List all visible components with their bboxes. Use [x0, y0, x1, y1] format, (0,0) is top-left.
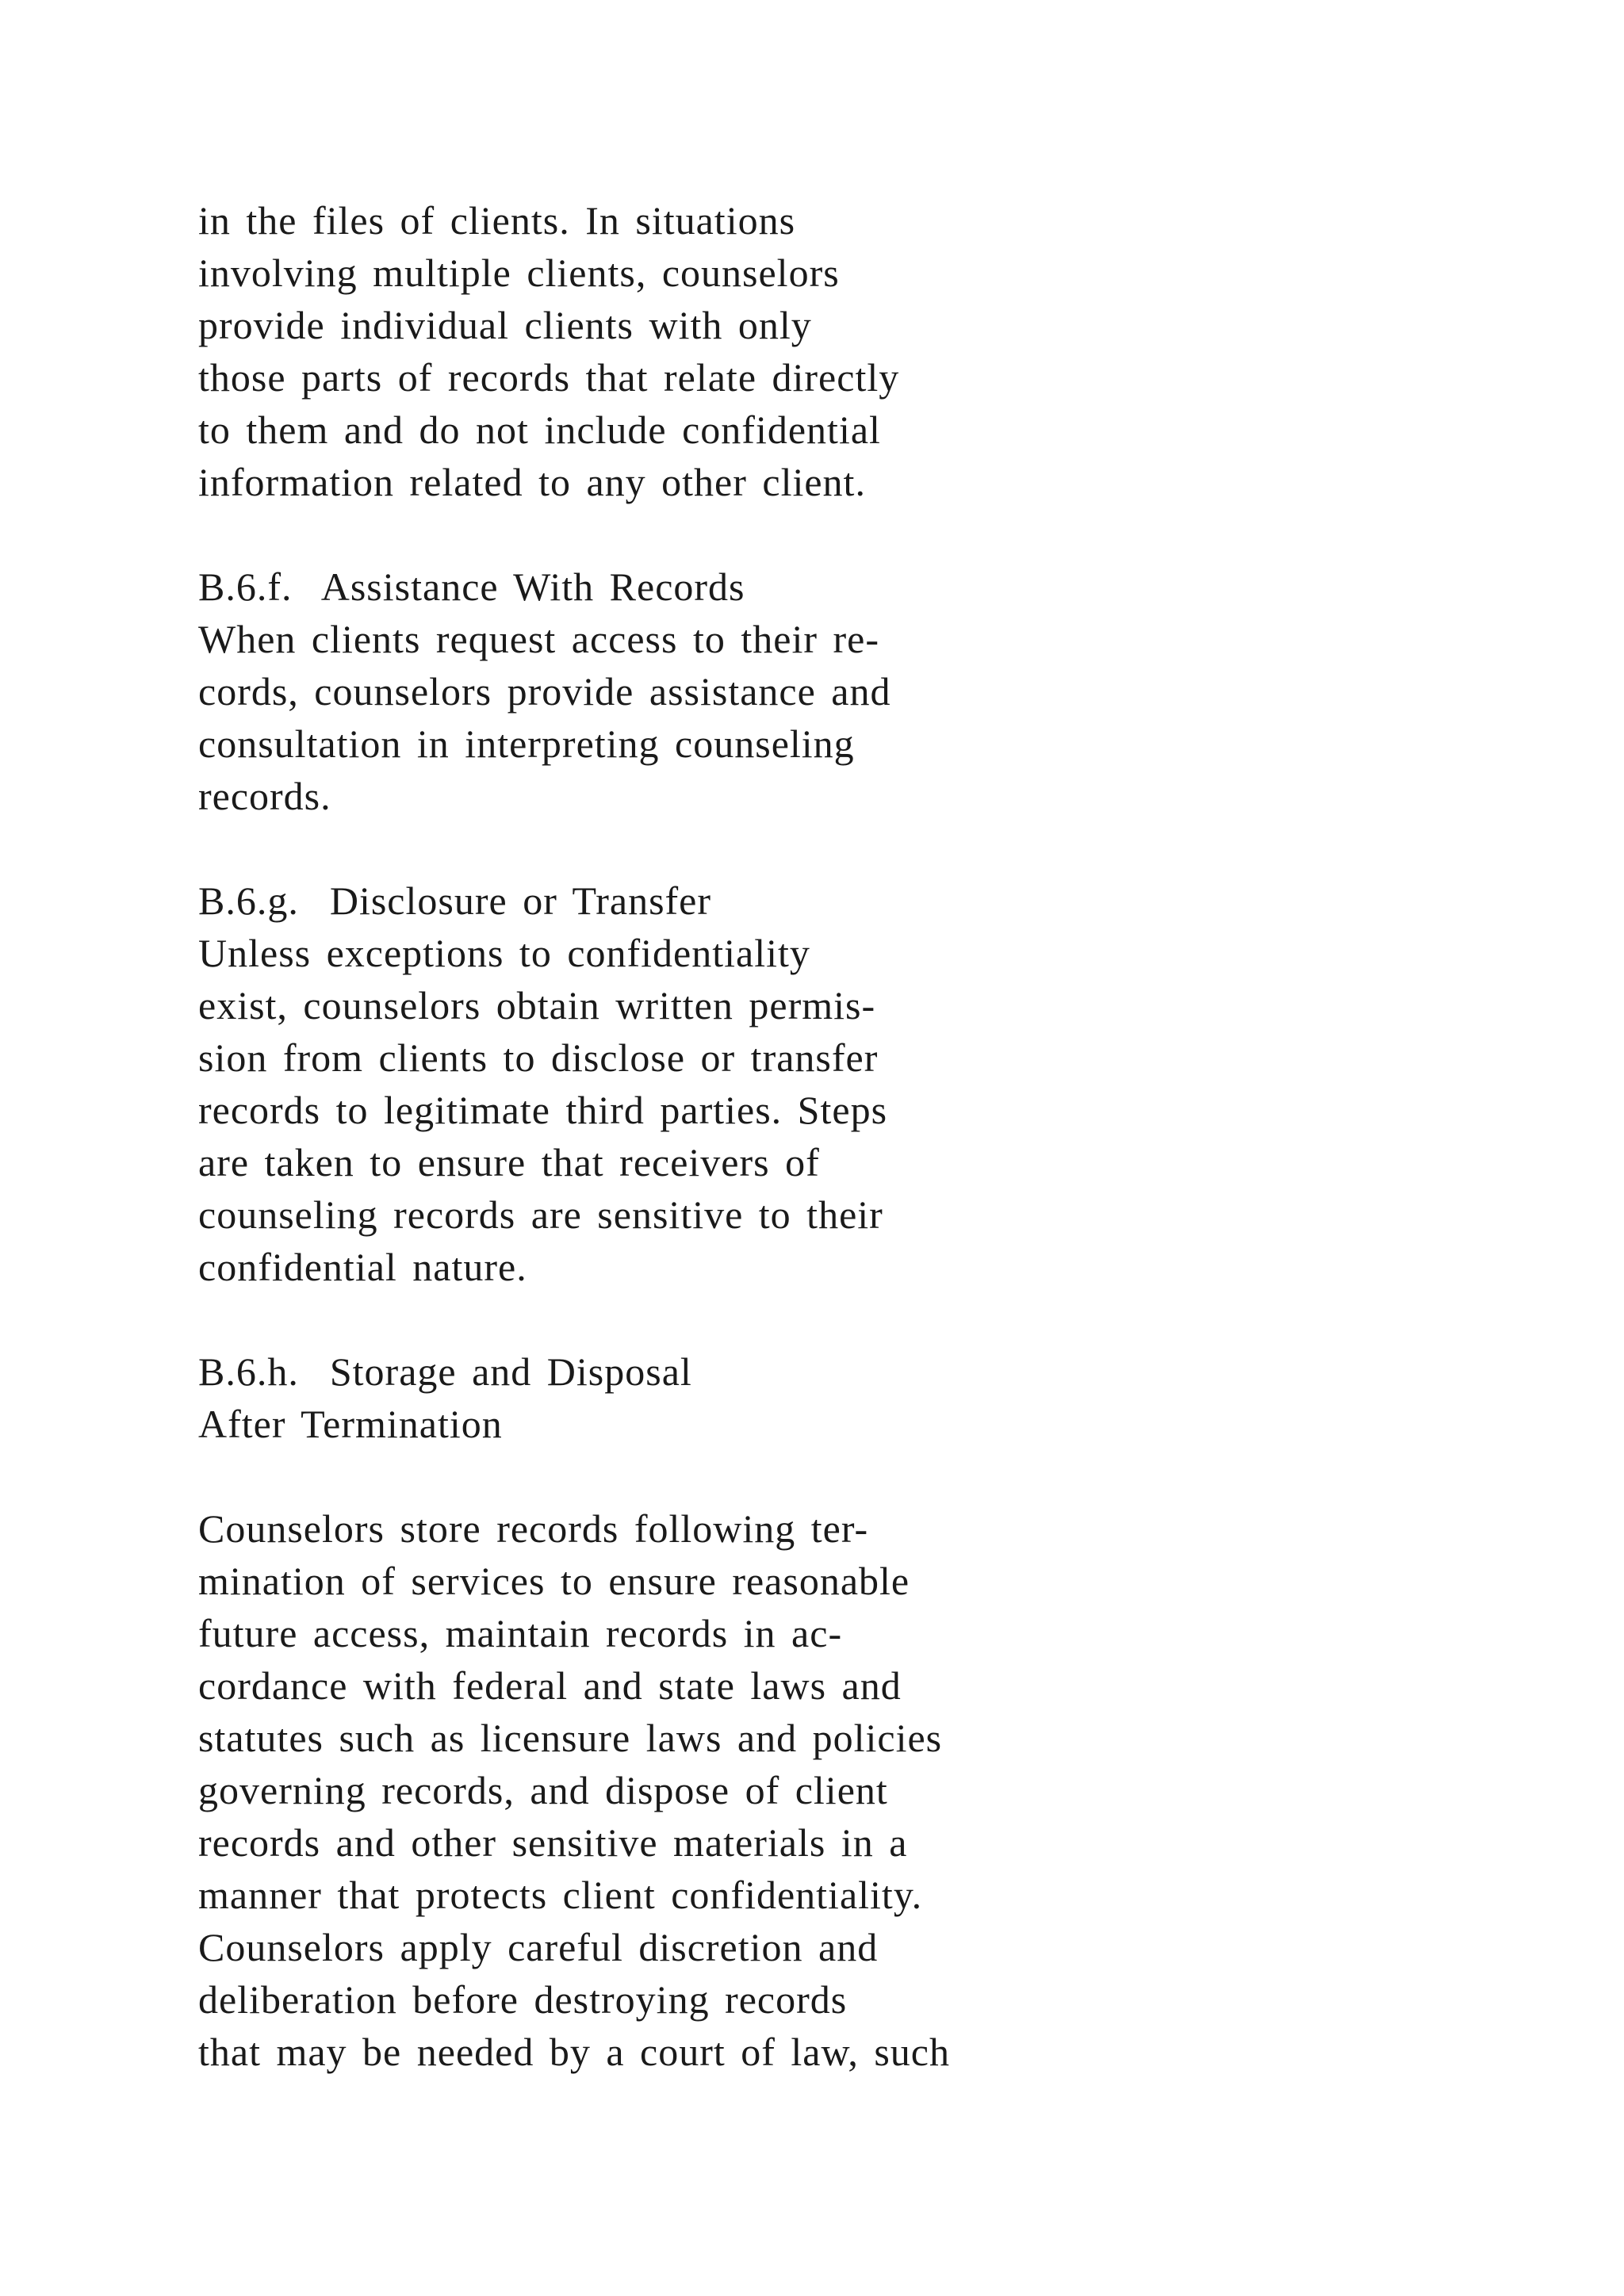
text-line: Counselors apply careful discretion and: [198, 1925, 879, 1969]
text-line: confidential nature.: [198, 1245, 527, 1289]
text-line: deliberation before destroying records: [198, 1977, 848, 2022]
text-line: consultation in interpreting counseling: [198, 721, 855, 766]
text-line: counseling records are sensitive to their: [198, 1192, 883, 1237]
text-line: involving multiple clients, counselors: [198, 251, 840, 295]
text-line: to them and do not include confidential: [198, 408, 881, 452]
text-line: Unless exceptions to confidentiality: [198, 931, 810, 975]
text-line: sion from clients to disclose or transfer: [198, 1035, 879, 1080]
section-heading-continued: After Termination: [198, 1402, 503, 1446]
text-line: that may be needed by a court of law, such: [198, 2030, 951, 2074]
section-heading: B.6.g. Disclosure or Transfer: [198, 878, 712, 923]
text-line: governing records, and dispose of client: [198, 1768, 888, 1812]
section-b6g: [198, 874, 1467, 1293]
text-line: records.: [198, 774, 331, 818]
text-line: those parts of records that relate directly: [198, 355, 900, 400]
text-line: in the files of clients. In situations: [198, 198, 796, 243]
text-line: Counselors store records following ter-: [198, 1506, 869, 1551]
text-line: records and other sensitive materials in a: [198, 1820, 908, 1865]
text-line: records to legitimate third parties. Steps: [198, 1088, 888, 1132]
document-text: [198, 194, 1467, 2078]
paragraph-gap: [198, 1293, 1467, 1345]
section-heading: B.6.h. Storage and Disposal: [198, 1349, 692, 1394]
text-line: statutes such as licensure laws and policies: [198, 1716, 943, 1760]
text-line: provide individual clients with only: [198, 303, 812, 347]
text-line: manner that protects client confidentiality.: [198, 1873, 923, 1917]
text-line: exist, counselors obtain written permis-: [198, 983, 876, 1027]
paragraph-intro: [198, 194, 1467, 508]
text-line: future access, maintain records in ac-: [198, 1611, 843, 1655]
paragraph-gap: [198, 508, 1467, 561]
text-line: mination of services to ensure reasonable: [198, 1559, 910, 1603]
text-line: information related to any other client.: [198, 460, 866, 504]
section-b6f: [198, 561, 1467, 822]
text-line: cords, counselors provide assistance and: [198, 669, 891, 714]
section-b6h: [198, 1345, 1467, 2078]
text-line: When clients request access to their re-: [198, 617, 879, 661]
section-heading: B.6.f. Assistance With Records: [198, 564, 745, 609]
paragraph-gap: [198, 1450, 1467, 1502]
paragraph-gap: [198, 822, 1467, 874]
text-line: cordance with federal and state laws and: [198, 1663, 902, 1708]
text-line: are taken to ensure that receivers of: [198, 1140, 820, 1184]
